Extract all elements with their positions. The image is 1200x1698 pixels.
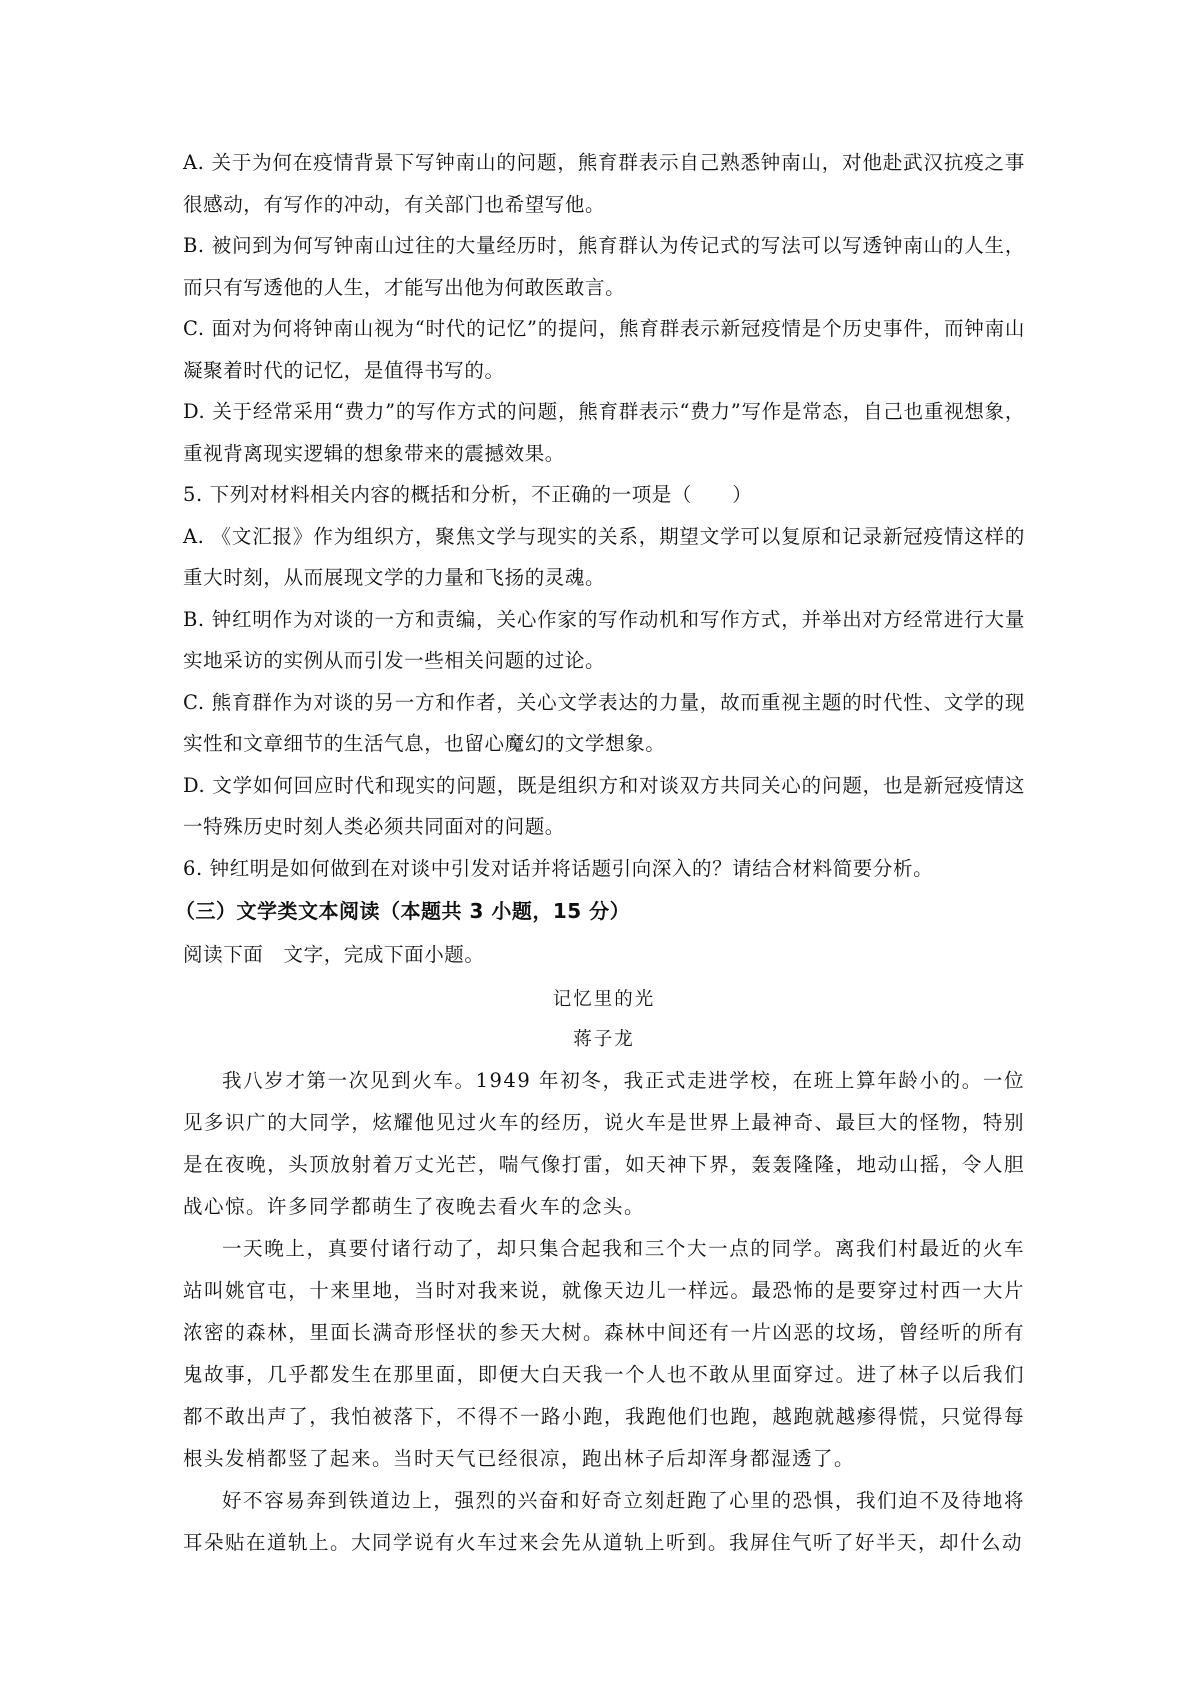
question5-options	[183, 516, 1025, 848]
question5-stem: 5. 下列对材料相关内容的概括和分析，不正确的一项是（ ）	[183, 483, 753, 506]
story-title: 记忆里的光	[552, 989, 656, 1010]
story-body	[183, 1060, 1025, 1564]
q5-option-d: D. 文学如何回应时代和现实的问题，既是组织方和对谈双方共同关心的问题，也是新冠疫情这一特殊历史时刻人类必须共同面对的问题。	[183, 773, 1025, 838]
q4-option-d: D. 关于经常采用“费力”的写作方式的问题，熊育群表示“费力”写作是常态，自己也重视想象，重视背离现实逻辑的想象带来的震撼效果。	[183, 400, 1025, 465]
question6-stem: 6. 钟红明是如何做到在对谈中引发对话并将话题引向深入的？请结合材料简要分析。	[183, 856, 934, 880]
q4-option-c: C. 面对为何将钟南山视为“时代的记忆”的提问，熊育群表示新冠疫情是个历史事件，而钟南山凝聚着时代的记忆，是值得书写的。	[183, 317, 1025, 382]
q4-option-a: A. 关于为何在疫情背景下写钟南山的问题，熊育群表示自己熟悉钟南山，对他赴武汉抗疫之事很感动，有写作的冲动，有关部门也希望写他。	[183, 151, 1025, 216]
q5-option-b: B. 钟红明作为对谈的一方和责编，关心作家的写作动机和写作方式，并举出对方经常进行大量实地采访的实例从而引发一些相关问题的过论。	[183, 607, 1025, 672]
story-paragraph: 一天晚上，真要付诸行动了，却只集合起我和三个大一点的同学。离我们村最近的火车站叫姚官屯，十来里地，当时对我来说，就像天边儿一样远。最恐怖的是要穿过村西一大片浓密的森林，里面长满奇形怪状的参天大树。森林中间还有一片凶恶的坟场，曾经听的所有鬼故事，几乎都发生在那里面，即便大白天我一个人也不敢从里面穿过。进了林子以后我们都不敢出声了，我怕被落下，不得不一路小跑，我跑他们也跑，越跑就越瘆得慌，只觉得每根头发梢都竖了起来。当时天气已经很凉，跑出林子后却浑身都湿透了。	[183, 1237, 1025, 1470]
q5-option-c: C. 熊育群作为对谈的另一方和作者，关心文学表达的力量，故而重视主题的时代性、文学的现实性和文章细节的生活气息，也留心魔幻的文学想象。	[183, 690, 1025, 755]
story-paragraph: 好不容易奔到铁道边上，强烈的兴奋和好奇立刻赶跑了心里的恐惧，我们迫不及待地将耳朵贴在道轨上。大同学说有火车过来会先从道轨上听到。我屏住气听了好半天，却什么动	[183, 1489, 1025, 1554]
story-paragraph: 我八岁才第一次见到火车。1949 年初冬，我正式走进学校，在班上算年龄小的。一位见多识广的大同学，炫耀他见过火车的经历，说火车是世界上最神奇、最巨大的怪物，特别是在夜晚，头顶放射着万丈光芒，喘气像打雷，如天神下界，轰轰隆隆，地动山摇，令人胆战心惊。许多同学都萌生了夜晚去看火车的念头。	[183, 1069, 1025, 1218]
section-heading: （三）文学类文本阅读（本题共 3 小题，15 分）	[175, 899, 631, 923]
q4-option-b: B. 被问到为何写钟南山过往的大量经历时，熊育群认为传记式的写法可以写透钟南山的人生，而只有写透他的人生，才能写出他为何敢医敢言。	[183, 234, 1025, 299]
page-content	[175, 142, 1025, 1564]
reading-instruction: 阅读下面 文字，完成下面小题。	[183, 943, 485, 966]
story-author: 蒋子龙	[573, 1029, 635, 1050]
q5-option-a: A. 《文汇报》作为组织方，聚焦文学与现实的关系，期望文学可以复原和记录新冠疫情这样的重大时刻，从而展现文学的力量和飞扬的灵魂。	[183, 524, 1025, 589]
question4-options	[183, 142, 1025, 474]
